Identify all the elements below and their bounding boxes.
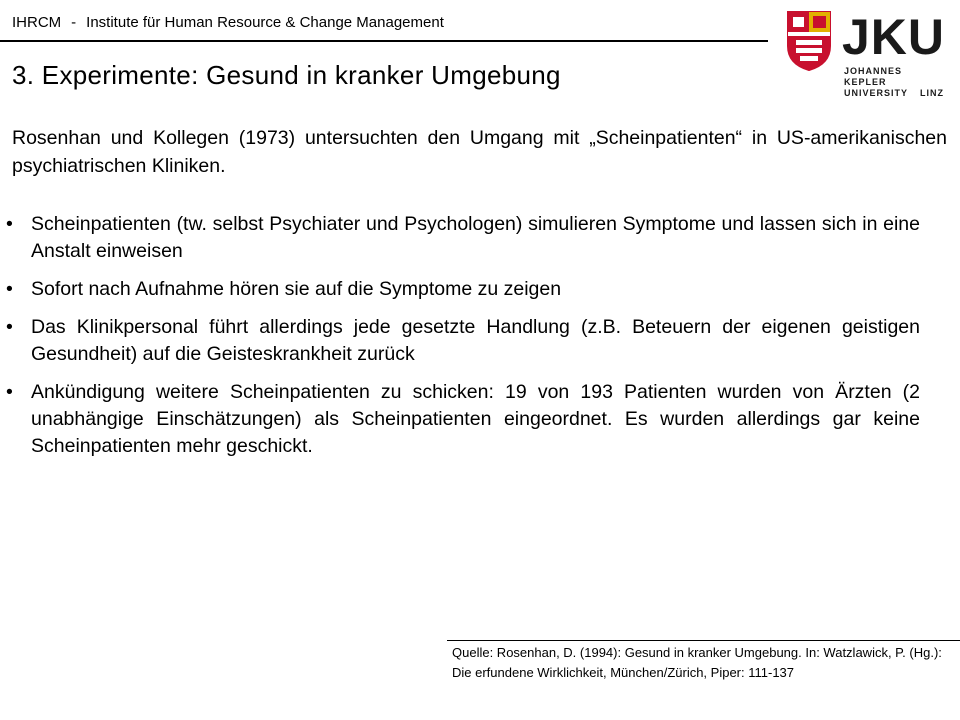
- jku-letters: JKU: [842, 9, 946, 65]
- bullet-text-1: Scheinpatienten (tw. selbst Psychiater und Psychologen) simulieren Symptome und lassen sich in eine Anstalt einweisen: [31, 213, 920, 262]
- header-abbr: IHRCM: [12, 14, 62, 31]
- intro-paragraph: Rosenhan und Kollegen (1973) untersuchten den Umgang mit „Scheinpatienten“ in US-amerikanischen psychiatrischen Kliniken.: [12, 127, 947, 177]
- bullet-item-2: [6, 276, 920, 303]
- bullet-text-2: Sofort nach Aufnahme hören sie auf die Symptome zu zeigen: [31, 278, 562, 300]
- header-divider: [0, 40, 768, 42]
- bullet-item-1: [6, 211, 920, 265]
- bullet-text-4: Ankündigung weitere Scheinpatienten zu schicken: 19 von 193 Patienten wurden von Ärzten (2 unabhängige Einschätzungen) als Scheinpatienten eingeordnet. Es wurden allerdings gar keine Scheinpatienten mehr geschickt.: [31, 381, 920, 457]
- university-crest-icon: [786, 10, 832, 72]
- header-separator: -: [71, 14, 77, 31]
- bullet-text-3: Das Klinikpersonal führt allerdings jede gesetzte Handlung (z.B. Beteuern der eigenen geistigen Gesundheit) auf die Geisteskrankheit zurück: [31, 316, 920, 365]
- bullet-dot-icon: •: [6, 381, 13, 403]
- source-divider: [447, 640, 960, 641]
- jku-subtitle: [844, 66, 944, 99]
- jku-subtitle-line1: JOHANNES KEPLER: [844, 66, 903, 87]
- header-text: [12, 14, 444, 31]
- bullet-item-3: [6, 314, 920, 368]
- bullet-item-4: [6, 379, 920, 460]
- header-institute: Institute für Human Resource & Change Management: [86, 14, 444, 31]
- bullet-list: [6, 211, 920, 460]
- bullet-dot-icon: •: [6, 213, 13, 235]
- bullet-dot-icon: •: [6, 278, 13, 300]
- jku-subtitle-line2: UNIVERSITY LINZ: [844, 88, 944, 98]
- jku-logo: [786, 8, 951, 98]
- bullet-dot-icon: •: [6, 316, 13, 338]
- source-citation: Quelle: Rosenhan, D. (1994): Gesund in kranker Umgebung. In: Watzlawick, P. (Hg.): Die erfundene Wirklichkeit, München/Zürich, Piper: 111-137: [452, 645, 942, 680]
- slide-title: 3. Experimente: Gesund in kranker Umgebung: [12, 60, 561, 90]
